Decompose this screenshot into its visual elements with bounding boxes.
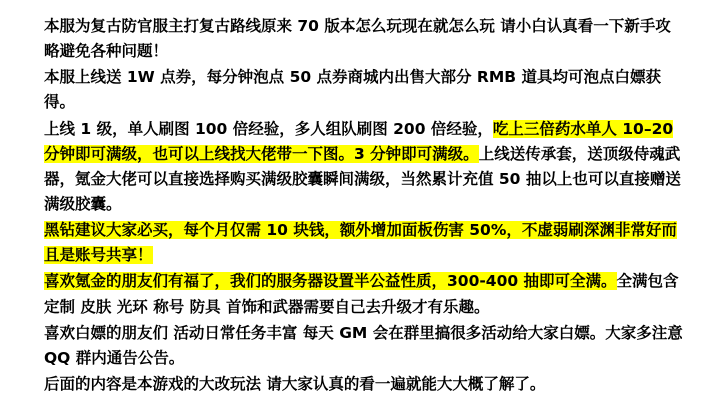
paragraph-leveling-run-2: 上线送传承套，送顶级侍魂武器，氪金大佬可以直接选择购买满级胶囊瞬间满级，当然累计充值 50 抽以上也可以直接赠送满级胶囊。 <box>44 144 681 213</box>
paragraph-black-diamond-run-0-highlighted: 黑钻建议大家必买，每个月仅需 10 块钱，额外增加面板伤害 50%，不虚弱刷深渊非常好而且是账号共享！ <box>44 221 677 265</box>
paragraph-black-diamond <box>44 218 684 268</box>
paragraph-intro-run-0: 本服为复古防官服主打复古路线原来 70 版本怎么玩现在就怎么玩 请小白认真看一下新手攻略避免各种问题！ <box>44 17 671 61</box>
document-body <box>44 14 684 398</box>
paragraph-login-gift-run-0: 本服上线送 1W 点券，每分钟泡点 50 点券商城内出售大部分 RMB 道具均可泡点白嫖获得。 <box>44 68 662 112</box>
paragraph-login-gift <box>44 65 684 115</box>
paragraph-krypton-players-run-1: 全满包含定制 皮肤 光环 称号 防具 首饰和武器需要自己去升级才有乐趣。 <box>44 272 679 316</box>
paragraph-leveling-run-1-highlighted: 吃上三倍药水单人 10–20 分钟即可满级，也可以上线找大佬带一下图。3 分钟即可满级。 <box>44 119 674 163</box>
paragraph-leveling-run-0: 上线 1 级，单人刷图 100 倍经验，多人组队刷图 200 倍经验， <box>44 119 493 138</box>
paragraph-intro <box>44 14 684 64</box>
paragraph-free-players <box>44 321 684 371</box>
paragraph-free-players-run-0: 喜欢白嫖的朋友们 活动日常任务丰富 每天 GM 会在群里搞很多活动给大家白嫖。大家多注意 QQ 群内通告公告。 <box>44 323 683 367</box>
paragraph-krypton-players <box>44 269 684 319</box>
paragraph-krypton-players-run-0-highlighted: 喜欢氪金的朋友们有福了，我们的服务器设置半公益性质，300-400 抽即可全满。 <box>44 272 617 291</box>
paragraph-closing <box>44 372 684 397</box>
paragraph-closing-run-0: 后面的内容是本游戏的大改玩法 请大家认真的看一遍就能大大概了解了。 <box>44 375 546 393</box>
paragraph-leveling <box>44 117 684 217</box>
